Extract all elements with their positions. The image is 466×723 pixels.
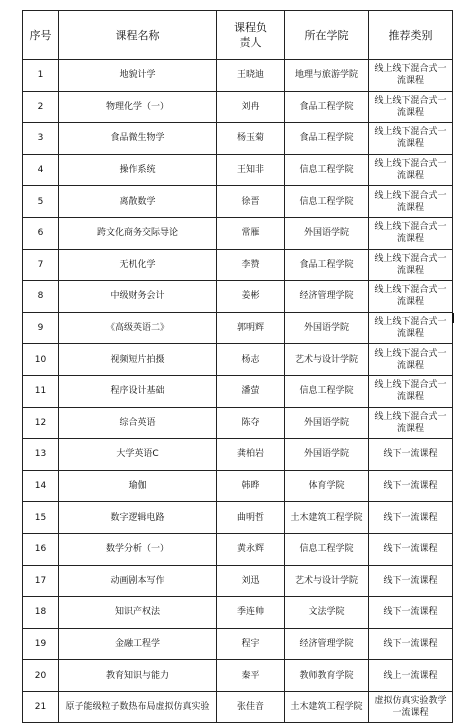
table-row (23, 123, 453, 155)
college-cell: 土木建筑工程学院 (285, 502, 369, 534)
course-lead-cell: 杨玉菊 (217, 123, 285, 155)
recommend-category-cell: 虚拟仿真实验教学一流课程 (369, 691, 453, 723)
row-number-cell: 21 (23, 691, 59, 723)
header-category: 推荐类别 (369, 11, 453, 60)
college-cell: 教师教育学院 (285, 660, 369, 692)
table-row (23, 470, 453, 502)
row-number-cell: 8 (23, 281, 59, 313)
college-cell: 信息工程学院 (285, 533, 369, 565)
row-number-cell: 13 (23, 439, 59, 471)
course-name-cell: 地貌计学 (59, 60, 217, 92)
header-college: 所在学院 (285, 11, 369, 60)
college-cell: 艺术与设计学院 (285, 344, 369, 376)
recommend-category-cell: 线上线下混合式一流课程 (369, 123, 453, 155)
course-name-cell: 数字逻辑电路 (59, 502, 217, 534)
table-row (23, 628, 453, 660)
course-name-cell: 《高级英语二》 (59, 312, 217, 344)
course-name-cell: 金融工程学 (59, 628, 217, 660)
recommend-category-cell: 线上线下混合式一流课程 (369, 312, 453, 344)
recommend-category-cell: 线下一流课程 (369, 502, 453, 534)
course-name-cell: 程序设计基础 (59, 375, 217, 407)
course-name-cell: 知识产权法 (59, 597, 217, 629)
row-number-cell: 12 (23, 407, 59, 439)
recommend-category-cell: 线上线下混合式一流课程 (369, 186, 453, 218)
row-number-cell: 20 (23, 660, 59, 692)
recommend-category-cell: 线下一流课程 (369, 597, 453, 629)
course-lead-cell: 曲明哲 (217, 502, 285, 534)
college-cell: 外国语学院 (285, 439, 369, 471)
row-number-cell: 19 (23, 628, 59, 660)
course-lead-cell: 龚柏岩 (217, 439, 285, 471)
course-lead-cell: 刘迅 (217, 565, 285, 597)
course-lead-cell: 韩晔 (217, 470, 285, 502)
table-row (23, 691, 453, 723)
header-row (23, 11, 453, 60)
table-row (23, 344, 453, 376)
table-row (23, 565, 453, 597)
table-body (23, 60, 453, 723)
course-name-cell: 动画剧本写作 (59, 565, 217, 597)
recommend-category-cell: 线下一流课程 (369, 628, 453, 660)
course-lead-cell: 陈夺 (217, 407, 285, 439)
row-number-cell: 9 (23, 312, 59, 344)
college-cell: 文法学院 (285, 597, 369, 629)
recommend-category-cell: 线下一流课程 (369, 565, 453, 597)
college-cell: 信息工程学院 (285, 375, 369, 407)
course-name-cell: 大学英语C (59, 439, 217, 471)
recommend-category-cell: 线上线下混合式一流课程 (369, 375, 453, 407)
course-lead-cell: 王知非 (217, 154, 285, 186)
college-cell: 食品工程学院 (285, 249, 369, 281)
college-cell: 经济管理学院 (285, 281, 369, 313)
row-number-cell: 16 (23, 533, 59, 565)
course-name-cell: 数学分析（一） (59, 533, 217, 565)
course-lead-cell: 徐晋 (217, 186, 285, 218)
course-name-cell: 物理化学（一） (59, 91, 217, 123)
course-lead-cell: 张佳音 (217, 691, 285, 723)
course-name-cell: 原子能级粒子数热布局虚拟仿真实验 (59, 691, 217, 723)
course-name-cell: 瑜伽 (59, 470, 217, 502)
table-row (23, 375, 453, 407)
table-row (23, 281, 453, 313)
row-number-cell: 11 (23, 375, 59, 407)
course-name-cell: 综合英语 (59, 407, 217, 439)
college-cell: 经济管理学院 (285, 628, 369, 660)
table-row (23, 312, 453, 344)
course-lead-cell: 杨志 (217, 344, 285, 376)
table-row (23, 597, 453, 629)
row-number-cell: 4 (23, 154, 59, 186)
course-name-cell: 无机化学 (59, 249, 217, 281)
table-row (23, 154, 453, 186)
row-number-cell: 15 (23, 502, 59, 534)
table-row (23, 186, 453, 218)
recommend-category-cell: 线上线下混合式一流课程 (369, 154, 453, 186)
college-cell: 外国语学院 (285, 312, 369, 344)
row-number-cell: 3 (23, 123, 59, 155)
course-lead-cell: 李赞 (217, 249, 285, 281)
course-lead-cell: 姜彬 (217, 281, 285, 313)
header-course: 课程名称 (59, 11, 217, 60)
row-number-cell: 7 (23, 249, 59, 281)
row-number-cell: 2 (23, 91, 59, 123)
row-number-cell: 14 (23, 470, 59, 502)
course-lead-cell: 潘萤 (217, 375, 285, 407)
recommend-category-cell: 线上线下混合式一流课程 (369, 281, 453, 313)
table-row (23, 502, 453, 534)
college-cell: 食品工程学院 (285, 91, 369, 123)
table-row (23, 660, 453, 692)
course-name-cell: 教育知识与能力 (59, 660, 217, 692)
course-name-cell: 离散数学 (59, 186, 217, 218)
course-table (22, 10, 453, 723)
header-no: 序号 (23, 11, 59, 60)
course-lead-cell: 黄永辉 (217, 533, 285, 565)
table-row (23, 407, 453, 439)
course-lead-cell: 季连帅 (217, 597, 285, 629)
recommend-category-cell: 线上线下混合式一流课程 (369, 249, 453, 281)
table-row (23, 439, 453, 471)
recommend-category-cell: 线上线下混合式一流课程 (369, 60, 453, 92)
row-number-cell: 17 (23, 565, 59, 597)
course-table-sheet (22, 10, 452, 723)
table-row (23, 533, 453, 565)
text-cursor (452, 313, 454, 323)
recommend-category-cell: 线上线下混合式一流课程 (369, 407, 453, 439)
table-row (23, 91, 453, 123)
college-cell: 外国语学院 (285, 217, 369, 249)
college-cell: 艺术与设计学院 (285, 565, 369, 597)
recommend-category-cell: 线上线下混合式一流课程 (369, 217, 453, 249)
course-name-cell: 视频短片拍摄 (59, 344, 217, 376)
course-name-cell: 食品微生物学 (59, 123, 217, 155)
recommend-category-cell: 线上线下混合式一流课程 (369, 344, 453, 376)
course-lead-cell: 常雁 (217, 217, 285, 249)
college-cell: 信息工程学院 (285, 154, 369, 186)
table-row (23, 60, 453, 92)
recommend-category-cell: 线下一流课程 (369, 439, 453, 471)
course-lead-cell: 刘冉 (217, 91, 285, 123)
college-cell: 信息工程学院 (285, 186, 369, 218)
recommend-category-cell: 线上一流课程 (369, 660, 453, 692)
course-lead-cell: 王晓迪 (217, 60, 285, 92)
recommend-category-cell: 线下一流课程 (369, 470, 453, 502)
row-number-cell: 10 (23, 344, 59, 376)
course-lead-cell: 程宇 (217, 628, 285, 660)
header-lead: 课程负责人 (217, 11, 285, 60)
college-cell: 食品工程学院 (285, 123, 369, 155)
row-number-cell: 5 (23, 186, 59, 218)
table-row (23, 217, 453, 249)
college-cell: 土木建筑工程学院 (285, 691, 369, 723)
course-name-cell: 操作系统 (59, 154, 217, 186)
row-number-cell: 1 (23, 60, 59, 92)
row-number-cell: 6 (23, 217, 59, 249)
recommend-category-cell: 线上线下混合式一流课程 (369, 91, 453, 123)
row-number-cell: 18 (23, 597, 59, 629)
course-lead-cell: 秦平 (217, 660, 285, 692)
table-row (23, 249, 453, 281)
college-cell: 体育学院 (285, 470, 369, 502)
college-cell: 外国语学院 (285, 407, 369, 439)
course-lead-cell: 郭明辉 (217, 312, 285, 344)
recommend-category-cell: 线下一流课程 (369, 533, 453, 565)
course-name-cell: 跨文化商务交际导论 (59, 217, 217, 249)
course-name-cell: 中级财务会计 (59, 281, 217, 313)
college-cell: 地理与旅游学院 (285, 60, 369, 92)
